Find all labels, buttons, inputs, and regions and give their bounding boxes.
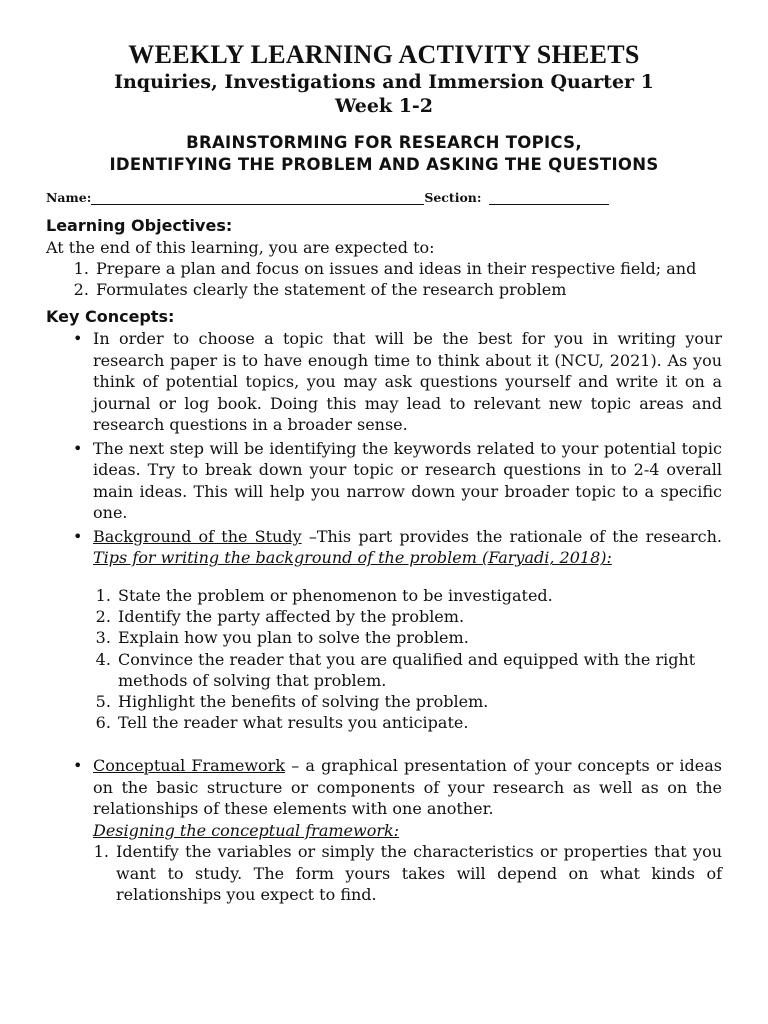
concept-bullet: • The next step will be identifying the keywords related to your potential topic ideas. Try to break down your topic or research questions in to 2-4 overall main ideas. This will help you narrow down your broader topic to a specific one. bbox=[93, 438, 722, 524]
objectives-intro: At the end of this learning, you are expected to: bbox=[46, 238, 435, 257]
name-field[interactable] bbox=[91, 192, 424, 205]
objectives-heading: Learning Objectives: bbox=[46, 216, 233, 235]
topic-line-1: BRAINSTORMING FOR RESEARCH TOPICS, bbox=[186, 133, 582, 152]
background-step: 3. Explain how you plan to solve the problem. bbox=[116, 627, 722, 648]
objectives-list bbox=[46, 258, 722, 300]
subject-quarter: Inquiries, Investigations and Immersion Quarter 1 bbox=[114, 71, 654, 93]
framework-step: 1. Identify the variables or simply the characteristics or properties that you want to study. The form yours takes will depend on what kinds of relationships you expect to find. bbox=[114, 841, 722, 905]
background-term: Background of the Study bbox=[93, 526, 302, 546]
concept-bullet: • In order to choose a topic that will be the best for you in writing your research paper is to have enough time to think about it (NCU, 2021). As you think of potential topics, you may ask questions yourself and write it on a journal or log book. Doing this may lead to relevant new topic areas and research questions in a broader sense. bbox=[93, 328, 722, 436]
week-label: Week 1-2 bbox=[334, 95, 434, 117]
framework-bullet bbox=[93, 755, 722, 841]
framework-list bbox=[46, 755, 722, 841]
key-concepts-list bbox=[46, 328, 722, 569]
document-title: WEEKLY LEARNING ACTIVITY SHEETS bbox=[128, 40, 640, 69]
framework-steps-list bbox=[46, 841, 722, 905]
framework-designing-heading: Designing the conceptual framework: bbox=[93, 820, 400, 840]
background-step: 1. State the problem or phenomenon to be investigated. bbox=[116, 585, 722, 606]
key-concepts-heading: Key Concepts: bbox=[46, 307, 175, 327]
background-step: 2. Identify the party affected by the problem. bbox=[116, 606, 722, 627]
section-label: Section: bbox=[424, 190, 482, 205]
name-section-row bbox=[46, 190, 722, 205]
background-text: –This part provides the rationale of the research. bbox=[301, 526, 723, 546]
background-step: 4. Convince the reader that you are qualified and equipped with the right methods of solving that problem. bbox=[116, 649, 722, 691]
section-field[interactable] bbox=[489, 192, 609, 205]
name-label: Name: bbox=[46, 190, 92, 205]
framework-text: – a graphical presentation of your concepts or ideas on the basic structure or components of your research as well as on the relationships of these elements with one another. bbox=[93, 756, 722, 819]
background-steps-list bbox=[46, 585, 722, 733]
background-step: 6. Tell the reader what results you anticipate. bbox=[116, 712, 722, 733]
background-step: 5. Highlight the benefits of solving the problem. bbox=[116, 691, 722, 712]
topic-line-2: IDENTIFYING THE PROBLEM AND ASKING THE QUESTIONS bbox=[109, 155, 659, 174]
objective-item: 2. Formulates clearly the statement of the research problem bbox=[94, 279, 722, 300]
background-bullet bbox=[93, 526, 722, 569]
background-tips-heading: Tips for writing the background of the problem (Faryadi, 2018): bbox=[93, 548, 612, 568]
framework-term: Conceptual Framework bbox=[93, 756, 286, 776]
objective-item: 1. Prepare a plan and focus on issues and ideas in their respective field; and bbox=[94, 258, 722, 279]
